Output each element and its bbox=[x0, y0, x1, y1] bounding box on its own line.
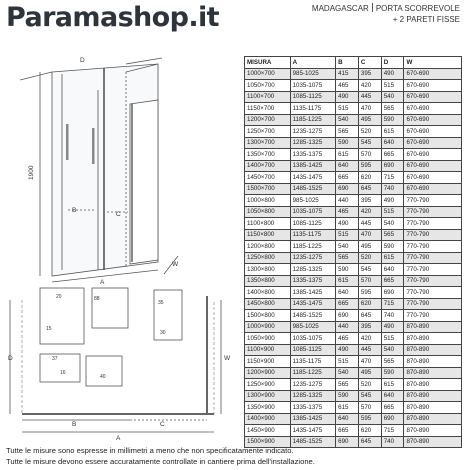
table-cell: 640 bbox=[336, 413, 359, 425]
table-cell: 665 bbox=[336, 425, 359, 437]
table-row bbox=[245, 356, 462, 368]
header-a: A bbox=[290, 57, 336, 69]
table-row bbox=[245, 137, 462, 149]
table-cell: 1200×900 bbox=[245, 367, 291, 379]
table-cell: 770-790 bbox=[404, 252, 462, 264]
table-cell: 670-690 bbox=[404, 149, 462, 161]
table-cell: 570 bbox=[358, 402, 381, 414]
table-cell: 640 bbox=[381, 390, 404, 402]
table-cell: 645 bbox=[358, 436, 381, 448]
table-cell: 490 bbox=[381, 68, 404, 80]
table-cell: 1450×700 bbox=[245, 172, 291, 184]
table-cell: 1050×900 bbox=[245, 333, 291, 345]
label-c: C bbox=[116, 211, 121, 218]
table-row bbox=[245, 68, 462, 80]
table-cell: 565 bbox=[381, 356, 404, 368]
table-cell: 645 bbox=[358, 310, 381, 322]
plan-view bbox=[10, 288, 221, 432]
table-cell: 615 bbox=[336, 402, 359, 414]
table-row bbox=[245, 183, 462, 195]
table-cell: 1185-1225 bbox=[290, 367, 336, 379]
table-row bbox=[245, 252, 462, 264]
table-row bbox=[245, 229, 462, 241]
header-c: C bbox=[358, 57, 381, 69]
header-b: B bbox=[336, 57, 359, 69]
table-cell: 1485-1525 bbox=[290, 183, 336, 195]
table-row bbox=[245, 172, 462, 184]
table-cell: 1285-1325 bbox=[290, 264, 336, 276]
table-cell: 495 bbox=[358, 114, 381, 126]
table-cell: 1385-1425 bbox=[290, 287, 336, 299]
table-cell: 665 bbox=[336, 298, 359, 310]
table-cell: 615 bbox=[381, 252, 404, 264]
table-row bbox=[245, 206, 462, 218]
table-cell: 640 bbox=[381, 137, 404, 149]
header-w: W bbox=[404, 57, 462, 69]
table-cell: 770-790 bbox=[404, 275, 462, 287]
table-cell: 1435-1475 bbox=[290, 172, 336, 184]
table-cell: 870-890 bbox=[404, 379, 462, 391]
table-cell: 1300×900 bbox=[245, 390, 291, 402]
table-cell: 1400×700 bbox=[245, 160, 291, 172]
table-cell: 870-890 bbox=[404, 344, 462, 356]
table-cell: 985-1025 bbox=[290, 321, 336, 333]
table-cell: 470 bbox=[358, 103, 381, 115]
table-row bbox=[245, 91, 462, 103]
table-row bbox=[245, 195, 462, 207]
table-cell: 615 bbox=[381, 379, 404, 391]
table-cell: 515 bbox=[381, 333, 404, 345]
table-cell: 595 bbox=[358, 287, 381, 299]
table-row bbox=[245, 275, 462, 287]
table-cell: 1285-1325 bbox=[290, 137, 336, 149]
table-cell: 670-690 bbox=[404, 103, 462, 115]
table-row bbox=[245, 413, 462, 425]
table-cell: 1500×700 bbox=[245, 183, 291, 195]
table-cell: 670-690 bbox=[404, 91, 462, 103]
table-cell: 595 bbox=[358, 413, 381, 425]
table-cell: 690 bbox=[336, 183, 359, 195]
table-cell: 620 bbox=[358, 425, 381, 437]
table-cell: 1485-1525 bbox=[290, 310, 336, 322]
dim-16: 16 bbox=[60, 370, 66, 376]
table-cell: 1335-1375 bbox=[290, 402, 336, 414]
product-model-line bbox=[312, 3, 460, 13]
table-cell: 640 bbox=[336, 160, 359, 172]
table-cell: 1085-1125 bbox=[290, 218, 336, 230]
table-row bbox=[245, 287, 462, 299]
table-cell: 490 bbox=[381, 321, 404, 333]
table-cell: 1235-1275 bbox=[290, 379, 336, 391]
table-cell: 1200×800 bbox=[245, 241, 291, 253]
table-cell: 715 bbox=[381, 172, 404, 184]
table-cell: 595 bbox=[358, 160, 381, 172]
table-cell: 640 bbox=[336, 287, 359, 299]
table-cell: 690 bbox=[336, 436, 359, 448]
table-row bbox=[245, 298, 462, 310]
label-b: B bbox=[72, 207, 77, 214]
table-row bbox=[245, 367, 462, 379]
label-d: D bbox=[80, 57, 85, 64]
table-cell: 1450×800 bbox=[245, 298, 291, 310]
table-cell: 615 bbox=[381, 126, 404, 138]
table-cell: 670-690 bbox=[404, 172, 462, 184]
table-cell: 515 bbox=[336, 356, 359, 368]
table-row bbox=[245, 126, 462, 138]
table-cell: 1385-1425 bbox=[290, 160, 336, 172]
table-cell: 565 bbox=[336, 252, 359, 264]
table-row bbox=[245, 160, 462, 172]
dim-40: 40 bbox=[100, 374, 106, 380]
separator bbox=[372, 3, 373, 12]
table-cell: 520 bbox=[358, 252, 381, 264]
table-row bbox=[245, 149, 462, 161]
technical-drawing bbox=[0, 36, 238, 442]
dim-30: 30 bbox=[160, 330, 166, 336]
table-cell: 420 bbox=[358, 80, 381, 92]
table-cell: 1000×700 bbox=[245, 68, 291, 80]
table-cell: 590 bbox=[381, 367, 404, 379]
table-cell: 1035-1075 bbox=[290, 80, 336, 92]
header-misura: MISURA bbox=[245, 57, 291, 69]
table-cell: 985-1025 bbox=[290, 195, 336, 207]
table-row bbox=[245, 241, 462, 253]
table-row bbox=[245, 344, 462, 356]
table-cell: 1150×700 bbox=[245, 103, 291, 115]
table-cell: 1435-1475 bbox=[290, 298, 336, 310]
table-cell: 870-890 bbox=[404, 390, 462, 402]
table-cell: 1300×800 bbox=[245, 264, 291, 276]
table-cell: 520 bbox=[358, 126, 381, 138]
table-row bbox=[245, 114, 462, 126]
table-cell: 520 bbox=[358, 379, 381, 391]
table-cell: 495 bbox=[358, 367, 381, 379]
table-cell: 715 bbox=[381, 298, 404, 310]
table-cell: 870-890 bbox=[404, 333, 462, 345]
plan-label-w: W bbox=[224, 355, 231, 362]
table-row bbox=[245, 321, 462, 333]
dim-15: 15 bbox=[46, 326, 52, 332]
table-cell: 1250×900 bbox=[245, 379, 291, 391]
footer-note-units: Tutte le misure sono espresse in millimetri a meno che non specificatamente indicato. bbox=[6, 446, 294, 455]
table-cell: 770-790 bbox=[404, 298, 462, 310]
table-cell: 1185-1225 bbox=[290, 241, 336, 253]
table-cell: 770-790 bbox=[404, 264, 462, 276]
plan-label-d: D bbox=[8, 355, 13, 362]
table-cell: 665 bbox=[381, 402, 404, 414]
table-cell: 870-890 bbox=[404, 321, 462, 333]
table-row bbox=[245, 402, 462, 414]
table-cell: 490 bbox=[381, 195, 404, 207]
table-cell: 690 bbox=[381, 413, 404, 425]
table-cell: 570 bbox=[358, 275, 381, 287]
table-cell: 445 bbox=[358, 218, 381, 230]
table-cell: 770-790 bbox=[404, 229, 462, 241]
table-cell: 1200×700 bbox=[245, 114, 291, 126]
height-dimension-label: 1900 bbox=[28, 165, 35, 180]
table-cell: 690 bbox=[381, 287, 404, 299]
table-cell: 670-690 bbox=[404, 126, 462, 138]
table-cell: 465 bbox=[336, 206, 359, 218]
table-cell: 1350×700 bbox=[245, 149, 291, 161]
table-cell: 770-790 bbox=[404, 287, 462, 299]
table-cell: 1100×700 bbox=[245, 91, 291, 103]
table-cell: 1000×900 bbox=[245, 321, 291, 333]
table-cell: 870-890 bbox=[404, 356, 462, 368]
table-cell: 515 bbox=[336, 229, 359, 241]
table-cell: 670-690 bbox=[404, 160, 462, 172]
table-cell: 570 bbox=[358, 149, 381, 161]
table-cell: 490 bbox=[336, 344, 359, 356]
table-cell: 470 bbox=[358, 356, 381, 368]
footer-note-check: Tutte le misure devono essere accuratamente controllate in cantiere prima dell'installazione. bbox=[6, 457, 315, 466]
table-cell: 395 bbox=[358, 321, 381, 333]
table-cell: 1085-1125 bbox=[290, 344, 336, 356]
table-cell: 1350×900 bbox=[245, 402, 291, 414]
table-row bbox=[245, 425, 462, 437]
table-cell: 770-790 bbox=[404, 218, 462, 230]
dim-37: 37 bbox=[52, 356, 58, 362]
table-cell: 620 bbox=[358, 298, 381, 310]
table-cell: 1185-1225 bbox=[290, 114, 336, 126]
table-cell: 870-890 bbox=[404, 413, 462, 425]
table-cell: 565 bbox=[381, 229, 404, 241]
table-cell: 715 bbox=[381, 425, 404, 437]
table-cell: 1385-1425 bbox=[290, 413, 336, 425]
table-cell: 1350×800 bbox=[245, 275, 291, 287]
table-cell: 395 bbox=[358, 68, 381, 80]
table-cell: 690 bbox=[336, 310, 359, 322]
model-name: MADAGASCAR bbox=[311, 4, 369, 13]
table-cell: 490 bbox=[336, 91, 359, 103]
table-cell: 1285-1325 bbox=[290, 390, 336, 402]
table-cell: 870-890 bbox=[404, 436, 462, 448]
table-cell: 545 bbox=[358, 390, 381, 402]
table-cell: 665 bbox=[381, 275, 404, 287]
table-cell: 565 bbox=[381, 103, 404, 115]
table-cell: 740 bbox=[381, 436, 404, 448]
table-cell: 1035-1075 bbox=[290, 206, 336, 218]
table-cell: 445 bbox=[358, 344, 381, 356]
table-cell: 1400×900 bbox=[245, 413, 291, 425]
table-row bbox=[245, 379, 462, 391]
table-row bbox=[245, 218, 462, 230]
table-cell: 440 bbox=[336, 195, 359, 207]
table-cell: 1400×800 bbox=[245, 287, 291, 299]
table-cell: 465 bbox=[336, 333, 359, 345]
table-cell: 445 bbox=[358, 91, 381, 103]
table-cell: 1450×900 bbox=[245, 425, 291, 437]
plan-label-c: C bbox=[160, 421, 165, 428]
table-cell: 645 bbox=[358, 183, 381, 195]
header-d: D bbox=[381, 57, 404, 69]
table-cell: 515 bbox=[336, 103, 359, 115]
table-cell: 770-790 bbox=[404, 310, 462, 322]
table-cell: 540 bbox=[336, 241, 359, 253]
table-cell: 740 bbox=[381, 183, 404, 195]
table-cell: 495 bbox=[358, 241, 381, 253]
table-cell: 540 bbox=[336, 114, 359, 126]
perspective-view bbox=[20, 58, 178, 282]
table-cell: 1435-1475 bbox=[290, 425, 336, 437]
table-cell: 1250×800 bbox=[245, 252, 291, 264]
table-cell: 545 bbox=[358, 264, 381, 276]
dim-20: 20 bbox=[56, 294, 62, 300]
table-row bbox=[245, 103, 462, 115]
table-cell: 670-690 bbox=[404, 114, 462, 126]
table-cell: 1335-1375 bbox=[290, 149, 336, 161]
table-cell: 870-890 bbox=[404, 425, 462, 437]
table-cell: 1485-1525 bbox=[290, 436, 336, 448]
table-cell: 665 bbox=[381, 149, 404, 161]
table-cell: 395 bbox=[358, 195, 381, 207]
table-cell: 740 bbox=[381, 310, 404, 322]
table-row bbox=[245, 310, 462, 322]
table-cell: 590 bbox=[336, 137, 359, 149]
table-cell: 565 bbox=[336, 379, 359, 391]
table-cell: 1100×900 bbox=[245, 344, 291, 356]
table-row bbox=[245, 333, 462, 345]
fixed-panels-label: + 2 PARETI FISSE bbox=[392, 15, 460, 24]
table-cell: 1100×800 bbox=[245, 218, 291, 230]
table-row bbox=[245, 80, 462, 92]
table-cell: 440 bbox=[336, 321, 359, 333]
table-cell: 1500×900 bbox=[245, 436, 291, 448]
dim-35: 35 bbox=[158, 300, 164, 306]
table-body bbox=[245, 68, 462, 448]
table-row bbox=[245, 390, 462, 402]
table-cell: 985-1025 bbox=[290, 68, 336, 80]
table-cell: 590 bbox=[336, 390, 359, 402]
table-cell: 1300×700 bbox=[245, 137, 291, 149]
table-cell: 415 bbox=[336, 68, 359, 80]
table-cell: 770-790 bbox=[404, 241, 462, 253]
table-header-row bbox=[245, 57, 462, 69]
table-cell: 1035-1075 bbox=[290, 333, 336, 345]
table-cell: 1250×700 bbox=[245, 126, 291, 138]
table-cell: 1500×800 bbox=[245, 310, 291, 322]
table-cell: 420 bbox=[358, 206, 381, 218]
plan-label-b: B bbox=[72, 421, 77, 428]
table-cell: 1335-1375 bbox=[290, 275, 336, 287]
dim-88: 88 bbox=[94, 296, 100, 302]
table-cell: 870-890 bbox=[404, 367, 462, 379]
door-type: PORTA SCORREVOLE bbox=[375, 4, 460, 13]
label-a: A bbox=[100, 279, 105, 286]
table-cell: 665 bbox=[336, 172, 359, 184]
table-cell: 1085-1125 bbox=[290, 91, 336, 103]
table-cell: 1135-1175 bbox=[290, 103, 336, 115]
table-cell: 590 bbox=[381, 241, 404, 253]
plan-label-a: A bbox=[116, 435, 121, 442]
table-cell: 590 bbox=[336, 264, 359, 276]
table-cell: 1235-1275 bbox=[290, 252, 336, 264]
table-cell: 615 bbox=[336, 149, 359, 161]
table-cell: 770-790 bbox=[404, 195, 462, 207]
table-cell: 465 bbox=[336, 80, 359, 92]
table-cell: 540 bbox=[336, 367, 359, 379]
table-cell: 670-690 bbox=[404, 68, 462, 80]
table-cell: 670-690 bbox=[404, 80, 462, 92]
table-cell: 590 bbox=[381, 114, 404, 126]
size-table bbox=[244, 56, 462, 448]
table-cell: 470 bbox=[358, 229, 381, 241]
table-cell: 1150×800 bbox=[245, 229, 291, 241]
table-cell: 670-690 bbox=[404, 137, 462, 149]
table-cell: 640 bbox=[381, 264, 404, 276]
table-cell: 1135-1175 bbox=[290, 229, 336, 241]
table-cell: 545 bbox=[358, 137, 381, 149]
table-cell: 540 bbox=[381, 91, 404, 103]
table-cell: 420 bbox=[358, 333, 381, 345]
table-cell: 1150×900 bbox=[245, 356, 291, 368]
table-cell: 490 bbox=[336, 218, 359, 230]
table-cell: 690 bbox=[381, 160, 404, 172]
table-cell: 540 bbox=[381, 344, 404, 356]
brand-logo: Paramashop.it bbox=[6, 2, 219, 33]
label-w: W bbox=[172, 261, 179, 268]
table-cell: 770-790 bbox=[404, 206, 462, 218]
table-cell: 515 bbox=[381, 206, 404, 218]
table-cell: 1050×800 bbox=[245, 206, 291, 218]
table-cell: 620 bbox=[358, 172, 381, 184]
table-cell: 870-890 bbox=[404, 402, 462, 414]
table-cell: 515 bbox=[381, 80, 404, 92]
table-cell: 1000×800 bbox=[245, 195, 291, 207]
table-cell: 540 bbox=[381, 218, 404, 230]
table-cell: 615 bbox=[336, 275, 359, 287]
table-cell: 1050×700 bbox=[245, 80, 291, 92]
table-row bbox=[245, 264, 462, 276]
table-cell: 1235-1275 bbox=[290, 126, 336, 138]
table-cell: 670-690 bbox=[404, 183, 462, 195]
table-cell: 565 bbox=[336, 126, 359, 138]
table-cell: 1135-1175 bbox=[290, 356, 336, 368]
